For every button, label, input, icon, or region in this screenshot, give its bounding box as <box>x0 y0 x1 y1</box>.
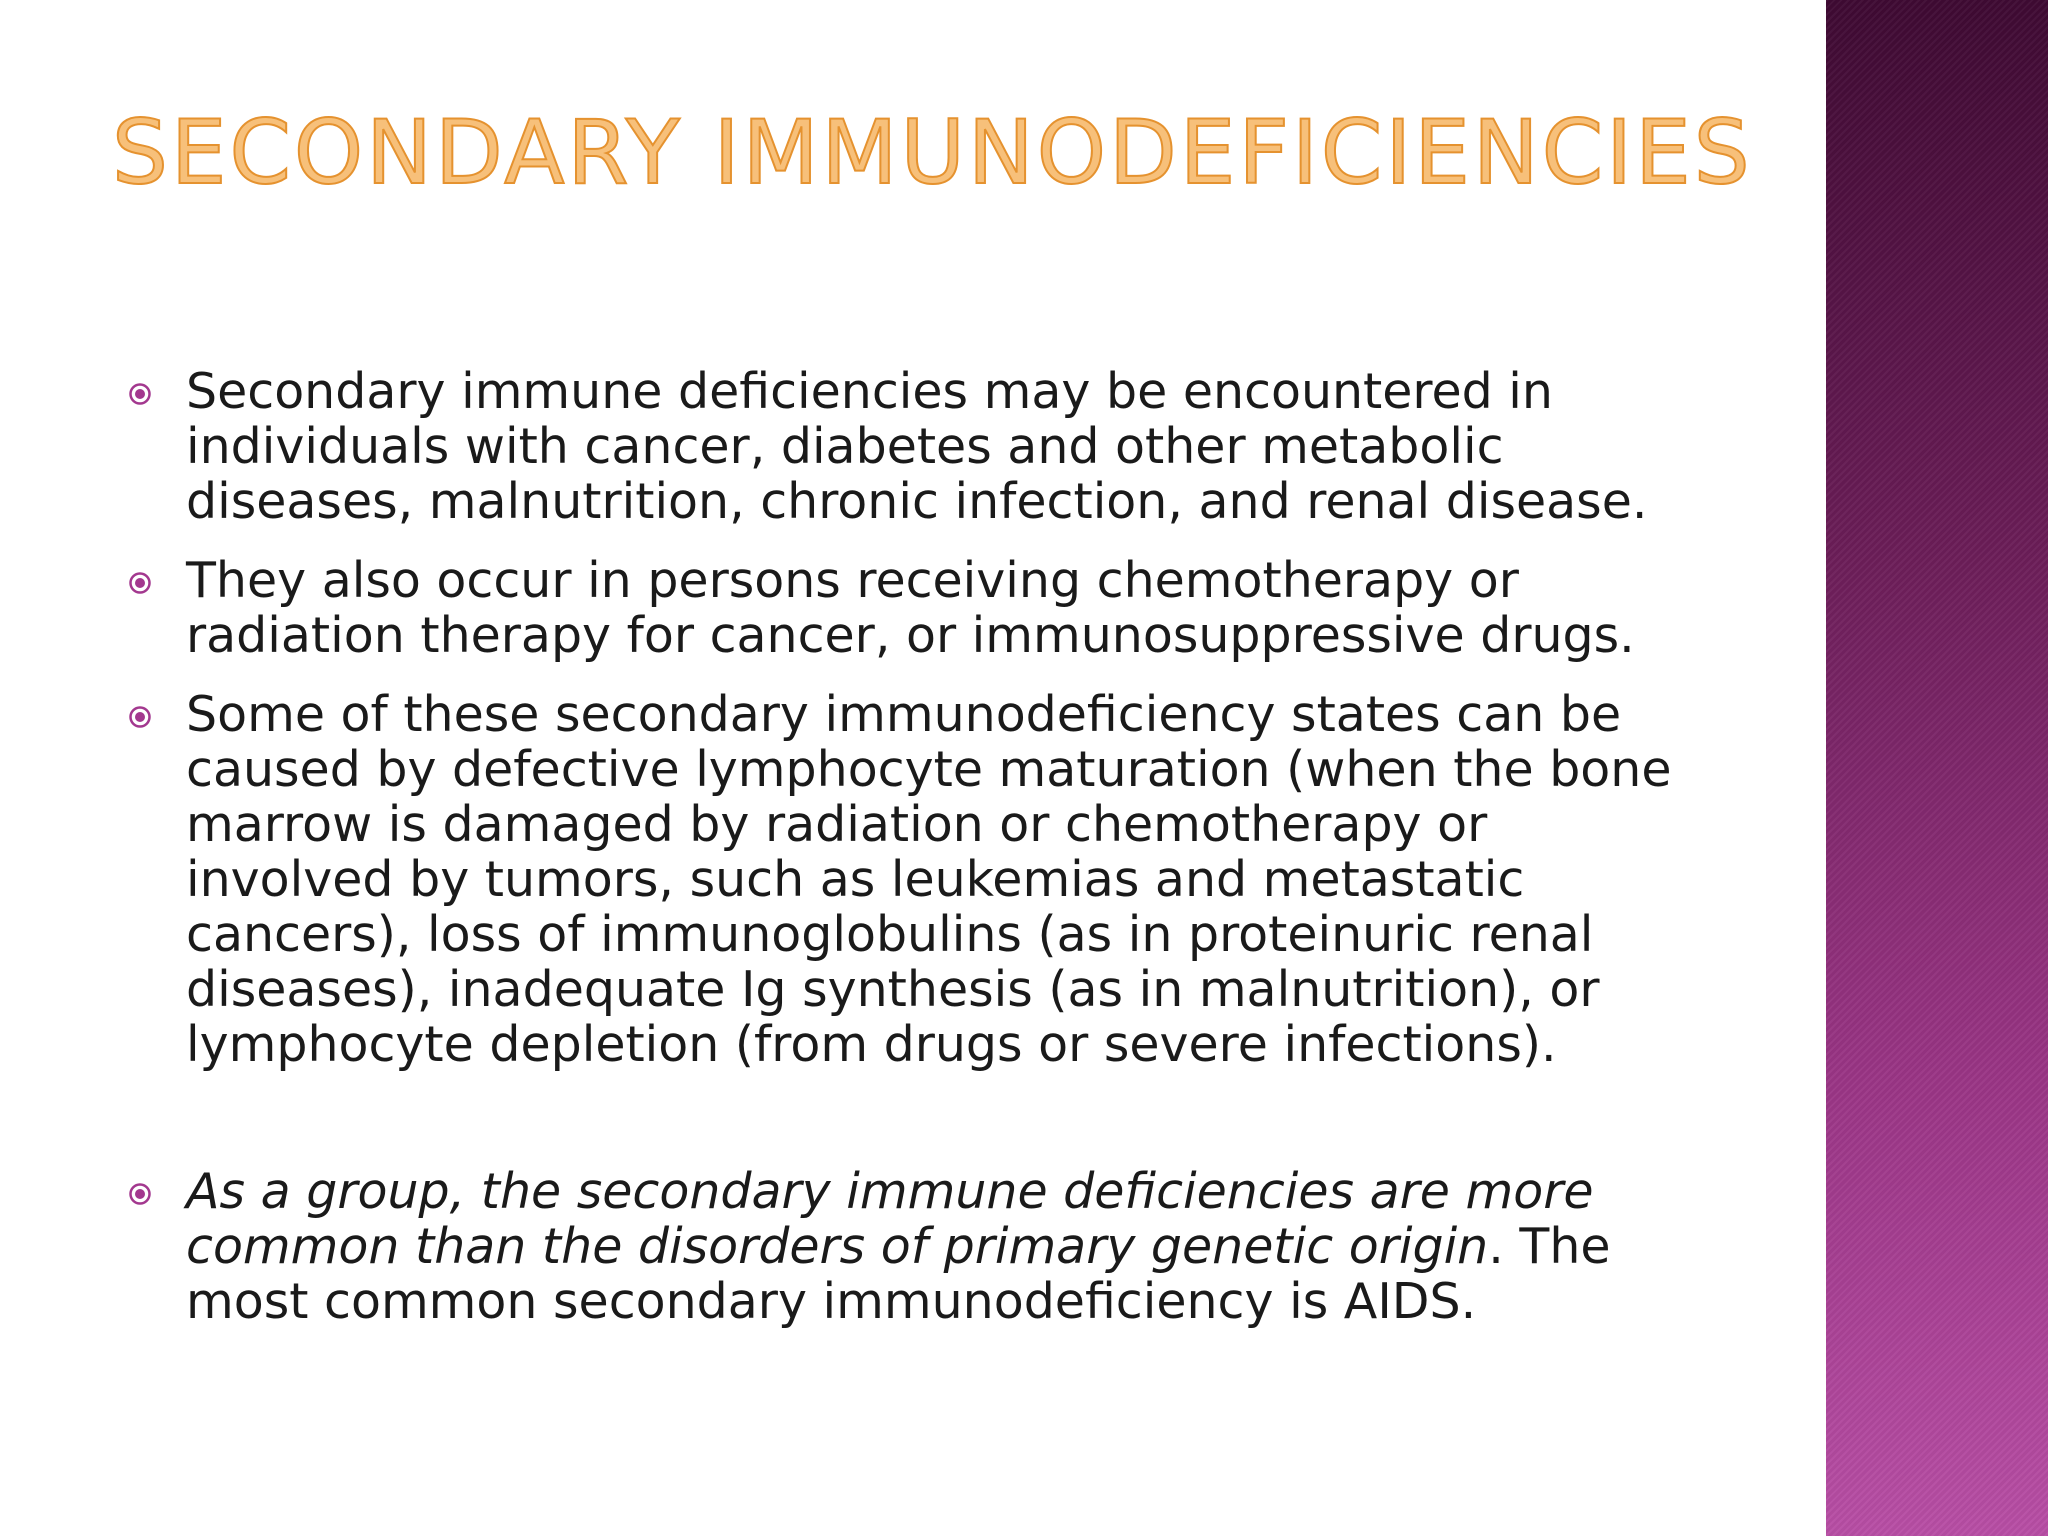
side-decorative-band <box>1826 0 2048 1536</box>
bullet-item-4 <box>128 1164 1708 1329</box>
bullet-text-regular: . The most common secondary immunodeficiency is AIDS. <box>186 1218 1611 1330</box>
bullet-text-italic: As a group, the secondary immune deficiencies are more common than the disorders of primary genetic origin <box>186 1163 1594 1275</box>
circled-dot-icon <box>128 571 152 595</box>
bullet-item-3 <box>128 687 1708 1072</box>
bullet-text: They also occur in persons receiving chemotherapy or radiation therapy for cancer, or immunosuppressive drugs. <box>186 552 1635 664</box>
bullet-text <box>186 1164 1708 1329</box>
bullet-list <box>128 364 1708 1329</box>
bullet-text: Some of these secondary immunodeficiency states can be caused by defective lymphocyte maturation (when the bone marrow is damaged by radiation or chemotherapy or involved by tumors, such as leukemias and metastatic cancers), loss of immunoglobulins (as in proteinuric renal diseases), inadequate Ig synthesis (as in malnutrition), or lymphocyte depletion (from drugs or severe infections). <box>186 686 1672 1073</box>
circled-dot-icon <box>128 382 152 406</box>
bullet-text: Secondary immune deficiencies may be encountered in individuals with cancer, diabetes and other metabolic diseases, malnutrition, chronic infection, and renal disease. <box>186 363 1648 530</box>
slide-title: SECONDARY IMMUNODEFICIENCIES <box>112 101 1753 204</box>
circled-dot-icon <box>128 1182 152 1206</box>
bullet-item-1 <box>128 364 1708 529</box>
bullet-item-2 <box>128 553 1708 663</box>
circled-dot-icon <box>128 705 152 729</box>
